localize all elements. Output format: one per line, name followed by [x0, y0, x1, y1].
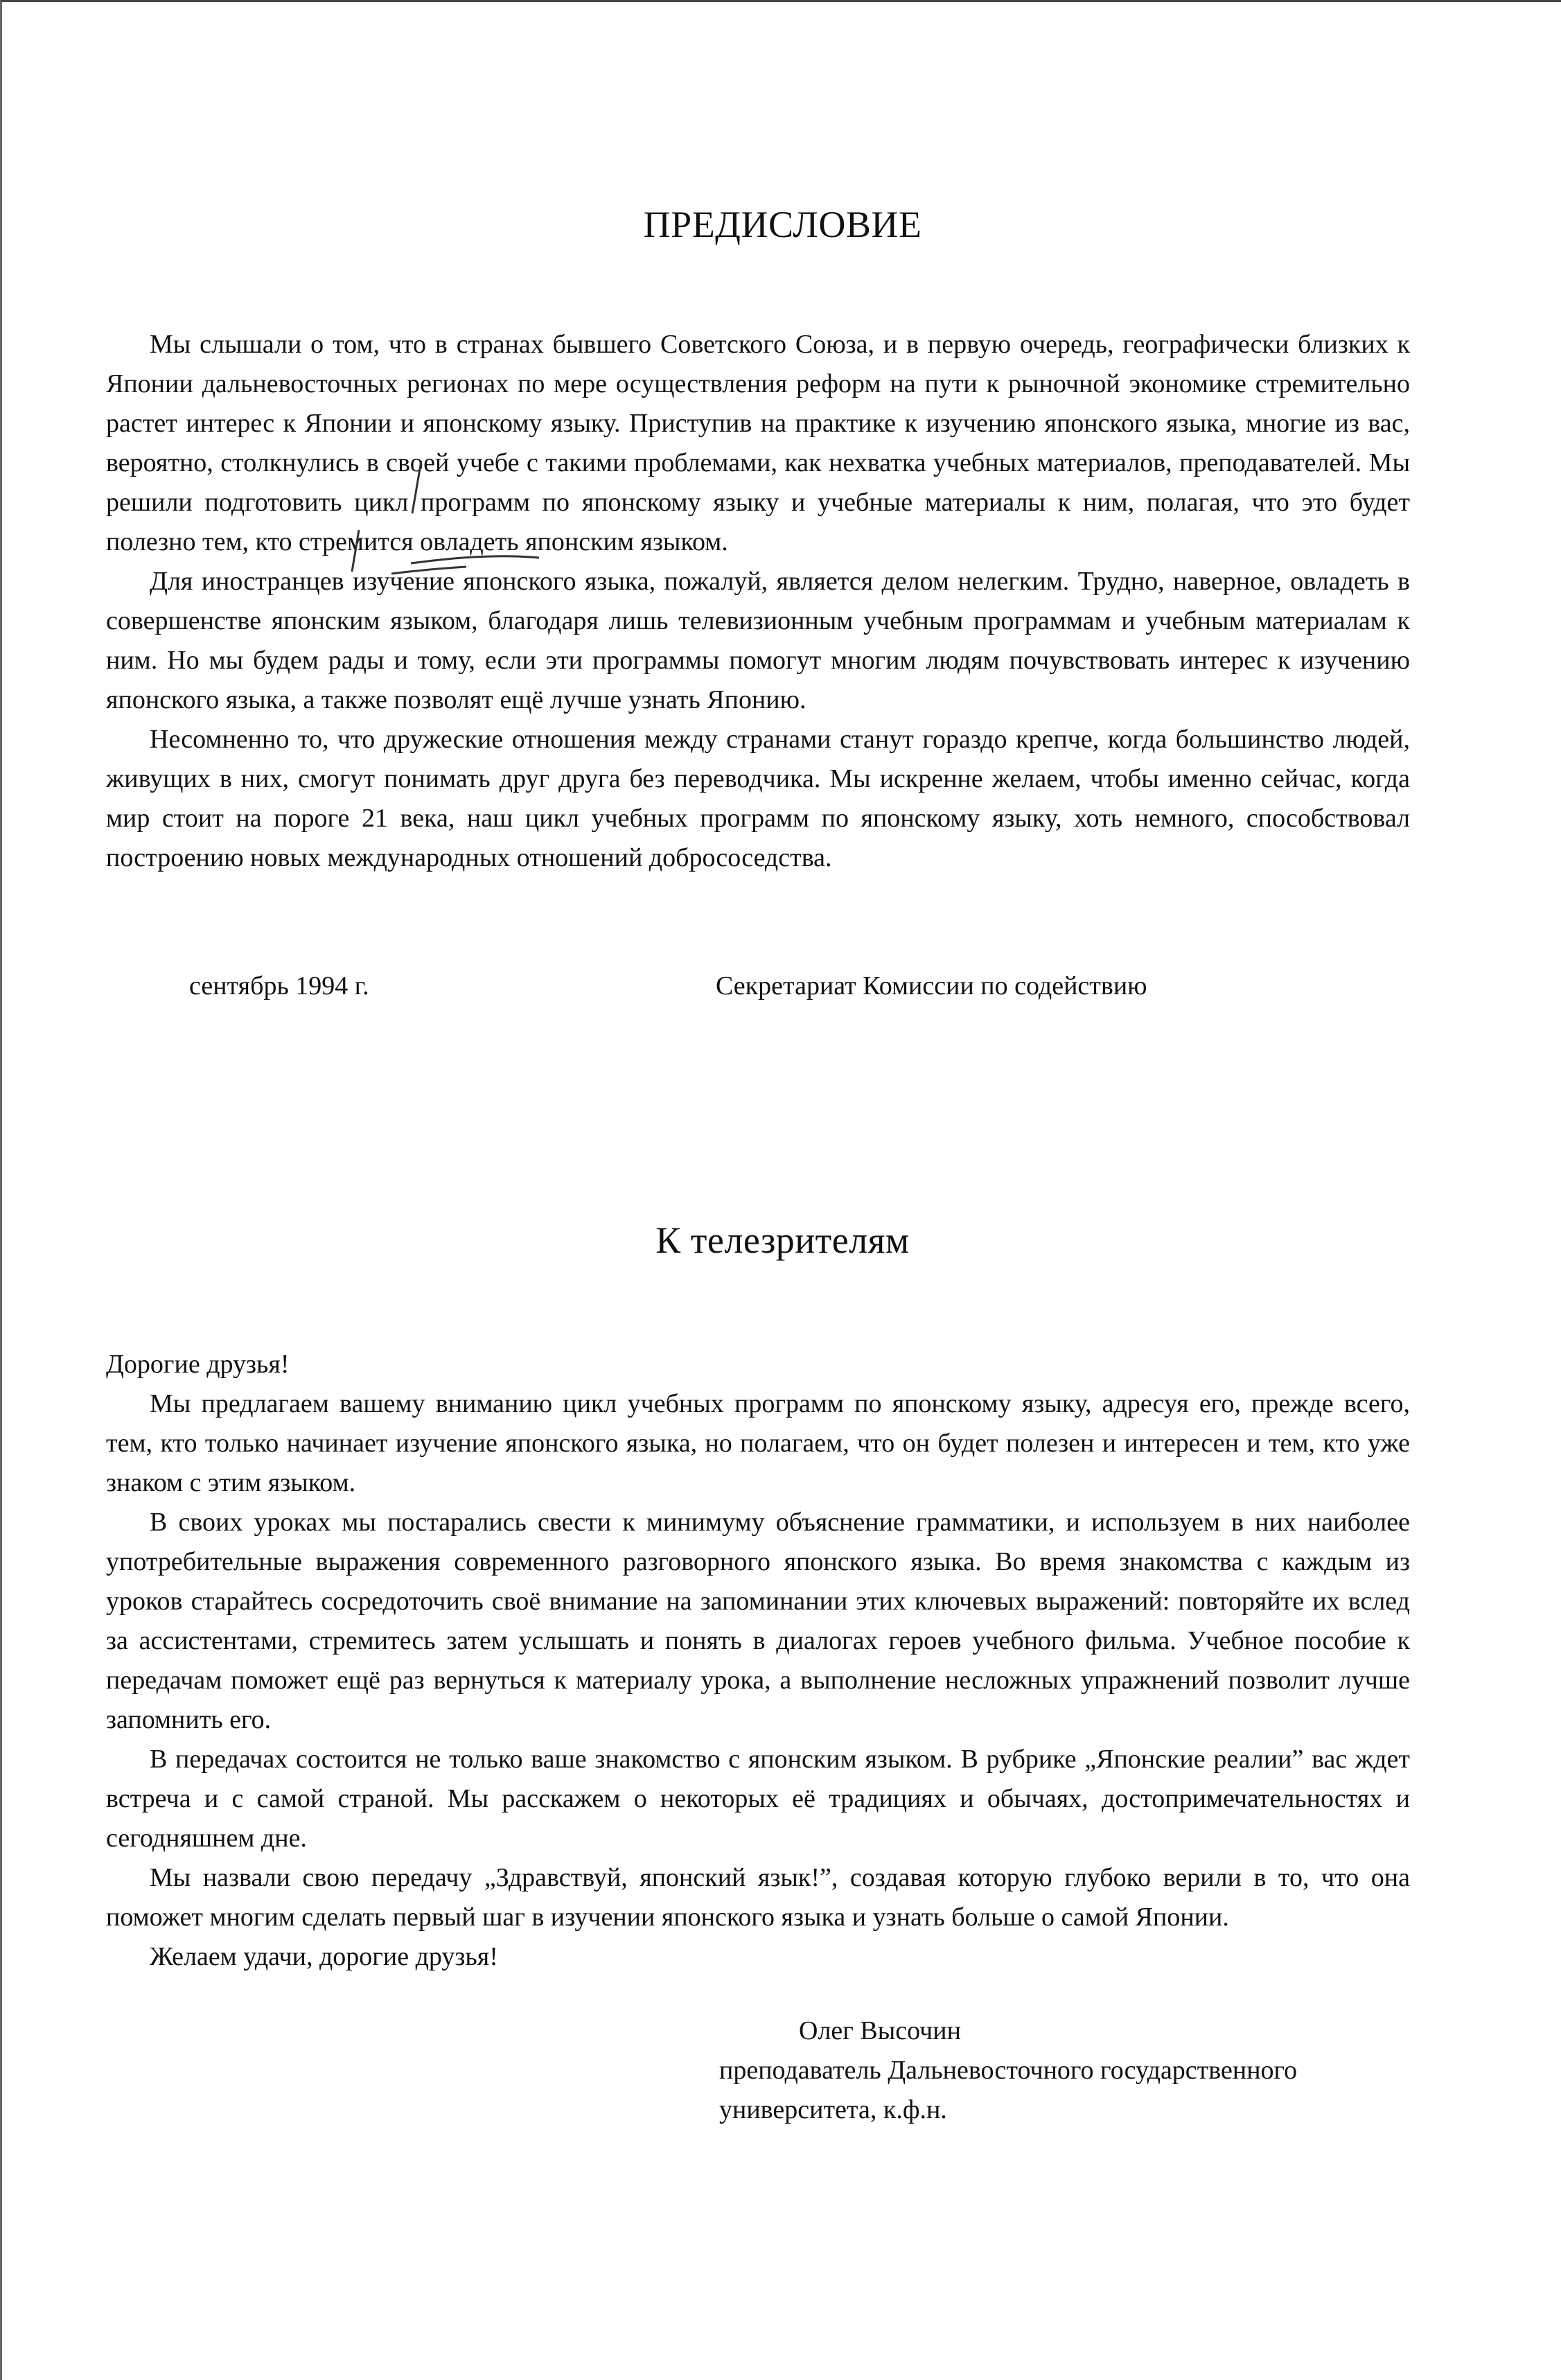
handwritten-correction-marks	[2, 2, 1561, 626]
letter-paragraph: В своих уроках мы постарались свести к минимуму объяснение грамматики, и используем в них наиболее употребительные выражения современного разговорного японского языка. Во время знакомства с каждым из уроков старайтесь сосредоточить своё внимание на запоминании этих ключевых выражений: повторяйте их вслед за ассистентами, стремитесь затем услышать и понять в диалогах героев учебного фильма. Учебное пособие к передачам поможет ещё раз вернуться к материалу урока, а выполнение несложных упражнений позволит лучше запомнить его.	[106, 1508, 1410, 1734]
signature-name: Олег Высочин	[799, 2016, 961, 2045]
preface-date: сентябрь 1994 г.	[189, 971, 369, 1001]
preface-paragraph: Мы слышали о том, что в странах бывшего Советского Союза, и в первую очередь, географически близких к Японии дальневосточных регионах по мере осуществления реформ на пути к рыночной экономике стремительно растет интерес к Японии и японскому языку. Приступив на практике к изучению японского языка, многие из вас, вероятно, столкнулись в своей учебе с такими проблемами, как нехватка учебных материалов, преподавателей. Мы решили подготовить цикл программ по японскому языку и учебные материалы к ним, полагая, что это будет полезно тем, кто стремится овладеть японским языком.	[106, 330, 1410, 556]
letter-title: К телезрителям	[655, 1219, 910, 1261]
preface-title: ПРЕДИСЛОВИЕ	[643, 204, 922, 245]
letter-paragraph: Мы предлагаем вашему вниманию цикл учебных программ по японскому языку, адресуя его, прежде всего, тем, кто только начинает изучение японского языка, но полагаем, что он будет полезен и интересен и тем, кто уже знаком с этим языком.	[106, 1389, 1410, 1497]
signature-block	[719, 2011, 1297, 2130]
letter-paragraph: Желаем удачи, дорогие друзья!	[150, 1942, 498, 1971]
preface-organization: Секретариат Комиссии по содействию	[716, 971, 1147, 1001]
letter-greeting: Дорогие друзья!	[106, 1350, 290, 1379]
letter-body	[106, 1345, 1410, 1977]
preface-paragraph: Несомненно то, что дружеские отношения между странами станут гораздо крепче, когда большинство людей, живущих в них, смогут понимать друг друга без переводчика. Мы искренне желаем, чтобы именно сейчас, когда мир стоит на пороге 21 века, наш цикл учебных программ по японскому языку, хоть немного, способствовал построению новых международных отношений добрососедства.	[106, 725, 1410, 872]
letter-paragraph: В передачах состоится не только ваше знакомство с японским языком. В рубрике „Японские реалии” вас ждет встреча и с самой страной. Мы расскажем о некоторых её традициях и обычаях, достопримечательностях и сегодняшнем дне.	[106, 1745, 1410, 1853]
preface-paragraph: Для иностранцев изучение японского языка, пожалуй, является делом нелегким. Трудно, наверное, овладеть в совершенстве японским языком, благодаря лишь телевизионным учебным программам и учебным материалам к ним. Но мы будем рады и тому, если эти программы помогут многим людям почувствовать интерес к изучению японского языка, а также позволят ещё лучше узнать Японию.	[106, 567, 1410, 714]
signature-position: университета, к.ф.н.	[719, 2095, 947, 2124]
signature-position: преподаватель Дальневосточного государственного	[719, 2056, 1298, 2085]
letter-paragraph: Мы назвали свою передачу „Здравствуй, японский язык!”, создавая которую глубоко верили в то, что она поможет многим сделать первый шаг в изучении японского языка и узнать больше о самой Японии.	[106, 1863, 1410, 1932]
